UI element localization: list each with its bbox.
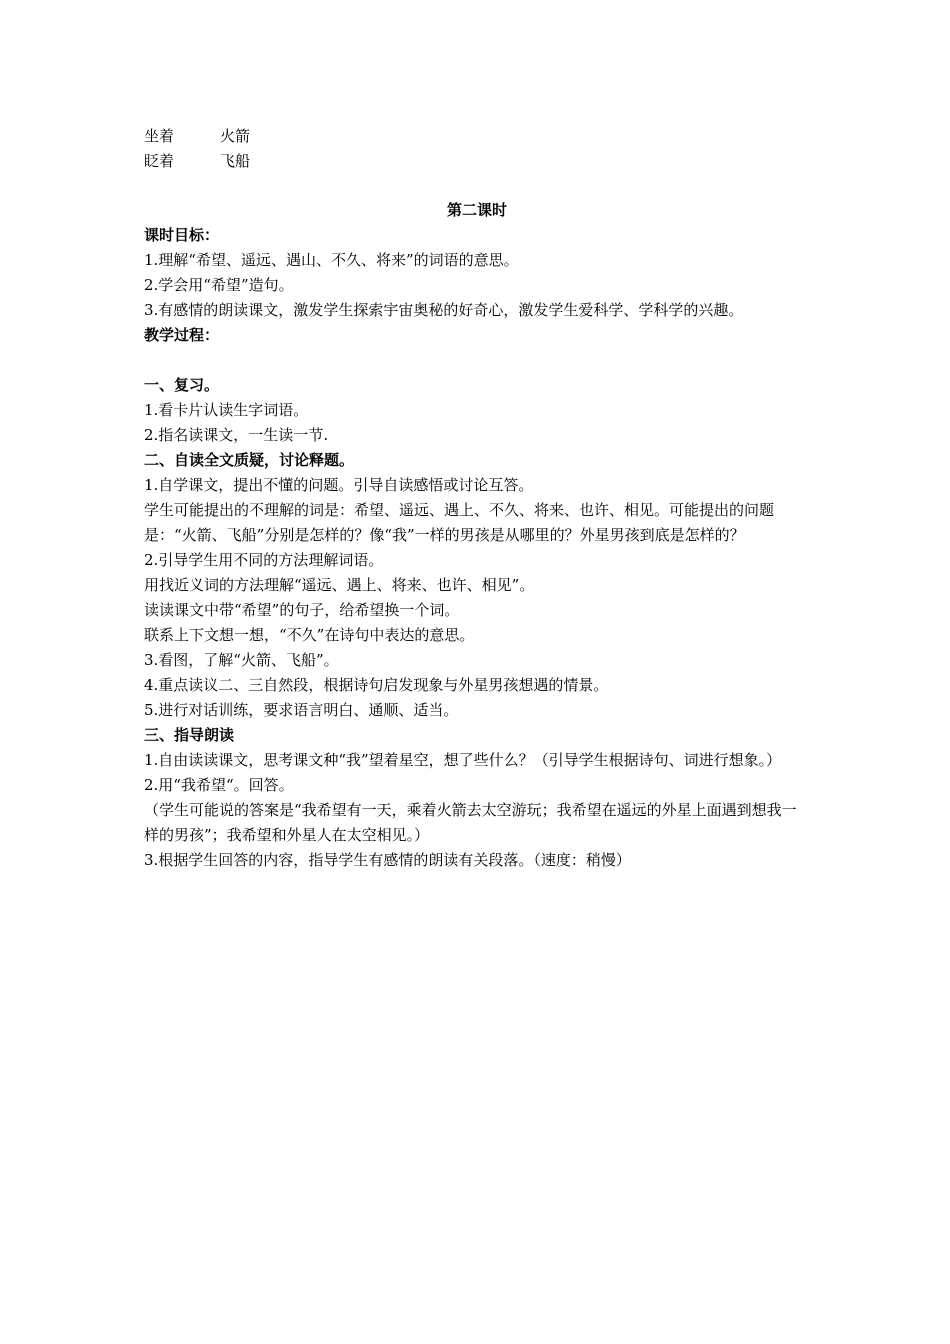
- objective-item: 3.有感情的朗读课文，激发学生探索宇宙奥秘的好奇心，激发学生爱科学、学科学的兴趣。: [144, 301, 744, 319]
- section-item: 2.指名读课文，一生读一节.: [144, 426, 329, 444]
- section-item: 读读课文中带“希望”的句子，给希望换一个词。: [144, 601, 460, 619]
- objective-item: 1.理解“希望、遥远、遇山、不久、将来”的词语的意思。: [144, 251, 519, 269]
- section-item: 3.根据学生回答的内容，指导学生有感情的朗读有关段落。（速度：稍慢）: [144, 851, 631, 869]
- section-paragraph: 学生可能提出的不理解的词是：希望、遥远、遇上、不久、将来、也许、相见。可能提出的问题是：“火箭、飞船”分别是怎样的？像“我”一样的男孩是从哪里的？外星男孩到底是怎样的？: [144, 501, 775, 544]
- section-paragraph: 1.自由读读课文，思考课文种“我”望着星空，想了些什么？（引导学生根据诗句、词进行想象。）: [144, 751, 782, 769]
- word-pair-left: 坐着: [144, 127, 175, 145]
- document-page: [144, 124, 810, 873]
- section-item: 5.进行对话训练，要求语言明白、通顺、适当。: [144, 701, 459, 719]
- objectives-heading: 课时目标：: [144, 226, 220, 244]
- word-pair-right: 火箭: [220, 127, 251, 145]
- section-item: 用找近义词的方法理解“遥远、遇上、将来、也许、相见”。: [144, 576, 535, 594]
- section-item: 3.看图，了解“火箭、飞船”。: [144, 651, 339, 669]
- section-heading-guided-reading: 三、指导朗读: [144, 726, 235, 744]
- section-item: 2.用“我希望“。回答。: [144, 776, 294, 794]
- word-pair-row: [144, 149, 810, 174]
- word-pair-left: 眨着: [144, 152, 175, 170]
- section-heading-self-reading: 二、自读全文质疑，讨论释题。: [144, 451, 355, 469]
- section-paragraph: （学生可能说的答案是“我希望有一天，乘着火箭去太空游玩；我希望在遥远的外星上面遇到想我一样的男孩”；我希望和外星人在太空相见。）: [144, 801, 797, 844]
- section-item: 联系上下文想一想，“不久”在诗句中表达的意思。: [144, 626, 475, 644]
- objective-item: 2.学会用“希望”造句。: [144, 276, 294, 294]
- section-item: 1.看卡片认读生字词语。: [144, 401, 309, 419]
- lesson-title: 第二课时: [446, 201, 507, 219]
- process-heading: 教学过程：: [144, 326, 220, 344]
- section-item: 1.自学课文，提出不懂的问题。引导自读感悟或讨论互答。: [144, 476, 534, 494]
- section-item: 4.重点读议二、三自然段，根据诗句启发现象与外星男孩想遇的情景。: [144, 676, 609, 694]
- section-heading-review: 一、复习。: [144, 376, 220, 394]
- word-pair-row: [144, 124, 810, 149]
- word-pair-right: 飞船: [220, 152, 251, 170]
- section-item: 2.引导学生用不同的方法理解词语。: [144, 551, 384, 569]
